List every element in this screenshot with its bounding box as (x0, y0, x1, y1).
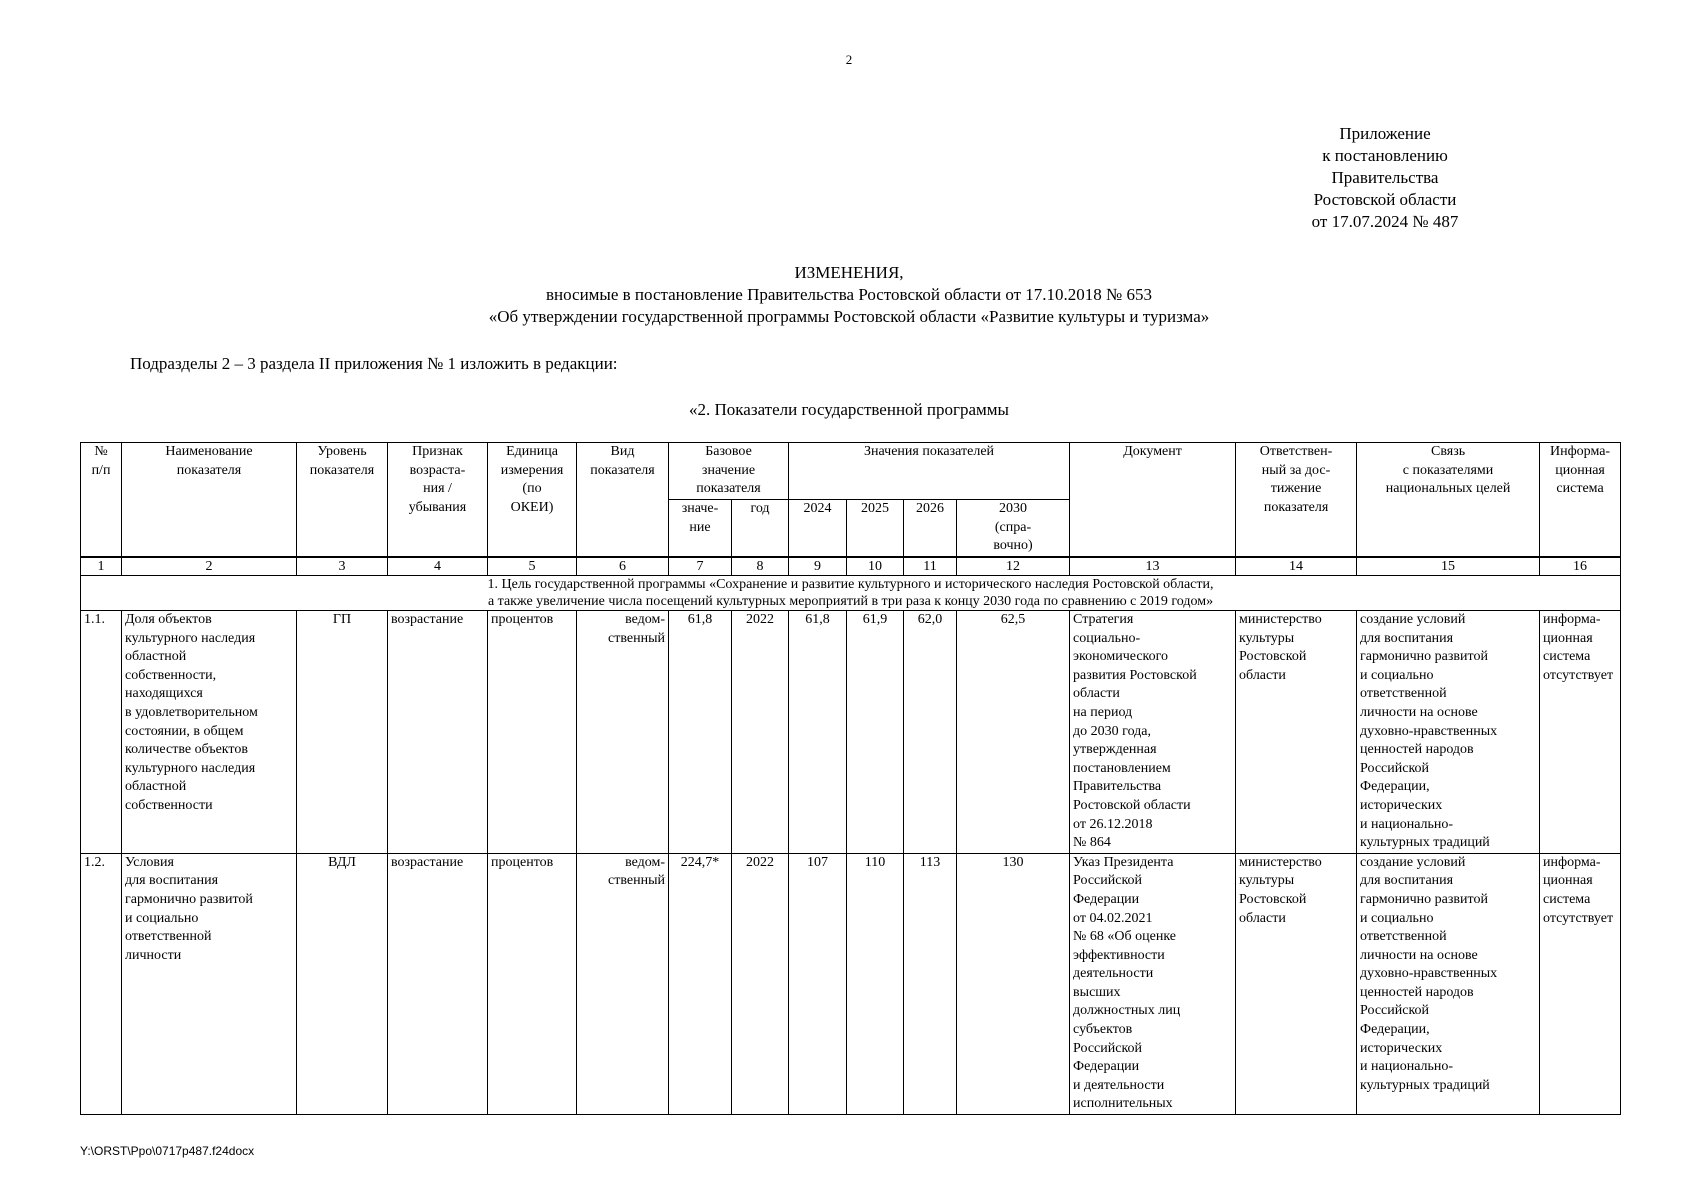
column-number: 11 (904, 557, 957, 576)
goal-text: 1. Цель государственной программы «Сохранение и развитие культурного и исторического наследия Ростовской области, а также увеличение числа посещений культурных мероприятий в три раза к концу 2030 года по сравнению с 2019 годом» (81, 576, 1621, 611)
footer-file-path: Y:\ORST\Ppo\0717p487.f24docx (80, 1144, 255, 1158)
column-number: 6 (577, 557, 669, 576)
header-base-year: год (732, 500, 789, 558)
column-number: 3 (297, 557, 388, 576)
appendix-line: от 17.07.2024 № 487 (1311, 212, 1459, 231)
table-row (81, 853, 1621, 1114)
header-2025: 2025 (847, 500, 904, 558)
column-number: 9 (789, 557, 847, 576)
header-responsible: Ответствен- ный за дос- тижение показателя (1236, 443, 1357, 558)
column-number: 7 (669, 557, 732, 576)
column-number: 10 (847, 557, 904, 576)
header-kind: Вид показателя (577, 443, 669, 558)
appendix-block (1290, 123, 1480, 233)
column-number: 5 (488, 557, 577, 576)
appendix-line: к постановлению (1322, 146, 1448, 165)
value-2030: 130 (957, 853, 1070, 1114)
intro-paragraph: Подразделы 2 – 3 раздела II приложения № 1 изложить в редакции: (130, 354, 618, 373)
link-cell: создание условий для воспитания гармонично развитой и социально ответственной личности на основе духовно-нравственных ценностей народов Российской Федерации, исторических и национально- культурных традиций (1357, 853, 1540, 1114)
header-name: Наименование показателя (122, 443, 297, 558)
responsible-cell: министерство культуры Ростовской области (1236, 611, 1357, 854)
indicator-level: ВДЛ (297, 853, 388, 1114)
row-number: 1.2. (81, 853, 122, 1114)
header-base: Базовое значение показателя (669, 443, 789, 500)
indicator-kind: ведом- ственный (577, 611, 669, 854)
appendix-line: Ростовской области (1313, 190, 1457, 209)
indicator-name: Условия для воспитания гармонично развитой и социально ответственной личности (122, 853, 297, 1114)
value-2024: 61,8 (789, 611, 847, 854)
document-subtitle: вносимые в постановление Правительства Ростовской области от 17.10.2018 № 653 (545, 285, 1152, 304)
indicator-unit: процентов (488, 853, 577, 1114)
link-cell: создание условий для воспитания гармонично развитой и социально ответственной личности на основе духовно-нравственных ценностей народов Российской Федерации, исторических и национально- культурных традиций (1357, 611, 1540, 854)
indicator-unit: процентов (488, 611, 577, 854)
header-2030: 2030 (спра- вочно) (957, 500, 1070, 558)
indicator-sign: возрастание (388, 853, 488, 1114)
header-info: Информа- ционная система (1540, 443, 1621, 558)
base-year: 2022 (732, 853, 789, 1114)
appendix-line: Правительства (1331, 168, 1439, 187)
indicators-table (80, 442, 1621, 1115)
header-row (81, 443, 1621, 500)
value-2025: 110 (847, 853, 904, 1114)
value-2026: 62,0 (904, 611, 957, 854)
page-number: 2 (845, 52, 853, 67)
header-num: № п/п (81, 443, 122, 558)
column-number: 16 (1540, 557, 1621, 576)
value-2026: 113 (904, 853, 957, 1114)
header-values: Значения показателей (789, 443, 1070, 500)
header-unit: Единица измерения (по ОКЕИ) (488, 443, 577, 558)
header-document: Документ (1070, 443, 1236, 558)
column-number: 13 (1070, 557, 1236, 576)
header-2024: 2024 (789, 500, 847, 558)
indicator-sign: возрастание (388, 611, 488, 854)
column-number: 4 (388, 557, 488, 576)
responsible-cell: министерство культуры Ростовской области (1236, 853, 1357, 1114)
info-system-cell: информа- ционная система отсутствует (1540, 853, 1621, 1114)
base-value: 224,7* (669, 853, 732, 1114)
row-number: 1.1. (81, 611, 122, 854)
header-2026: 2026 (904, 500, 957, 558)
document-cell: Стратегия социально- экономического развития Ростовской области на период до 2030 года, утвержденная постановлением Правительства Ростовской области от 26.12.2018 № 864 (1070, 611, 1236, 854)
column-number: 8 (732, 557, 789, 576)
indicator-name: Доля объектов культурного наследия областной собственности, находящихся в удовлетворительном состоянии, в общем количестве объектов культурного наследия областной собственности (122, 611, 297, 854)
column-numbers-row (81, 557, 1621, 576)
header-link: Связь с показателями национальных целей (1357, 443, 1540, 558)
appendix-line: Приложение (1339, 124, 1431, 143)
section-title: «2. Показатели государственной программы (689, 400, 1009, 419)
info-system-cell: информа- ционная система отсутствует (1540, 611, 1621, 854)
base-year: 2022 (732, 611, 789, 854)
table-row (81, 611, 1621, 854)
value-2030: 62,5 (957, 611, 1070, 854)
column-number: 2 (122, 557, 297, 576)
header-base-value: значе- ние (669, 500, 732, 558)
document-cell: Указ Президента Российской Федерации от 04.02.2021 № 68 «Об оценке эффективности деятельности высших должностных лиц субъектов Российской Федерации и деятельности исполнительных (1070, 853, 1236, 1114)
column-number: 14 (1236, 557, 1357, 576)
column-number: 12 (957, 557, 1070, 576)
document-title: ИЗМЕНЕНИЯ, (794, 263, 904, 282)
document-subtitle-2: «Об утверждении государственной программы Ростовской области «Развитие культуры и туризма» (488, 307, 1210, 326)
document-heading (0, 262, 1698, 328)
column-number: 15 (1357, 557, 1540, 576)
goal-row (81, 576, 1621, 611)
header-sign: Признак возраста- ния / убывания (388, 443, 488, 558)
header-level: Уровень показателя (297, 443, 388, 558)
base-value: 61,8 (669, 611, 732, 854)
indicator-kind: ведом- ственный (577, 853, 669, 1114)
column-number: 1 (81, 557, 122, 576)
value-2024: 107 (789, 853, 847, 1114)
value-2025: 61,9 (847, 611, 904, 854)
indicator-level: ГП (297, 611, 388, 854)
